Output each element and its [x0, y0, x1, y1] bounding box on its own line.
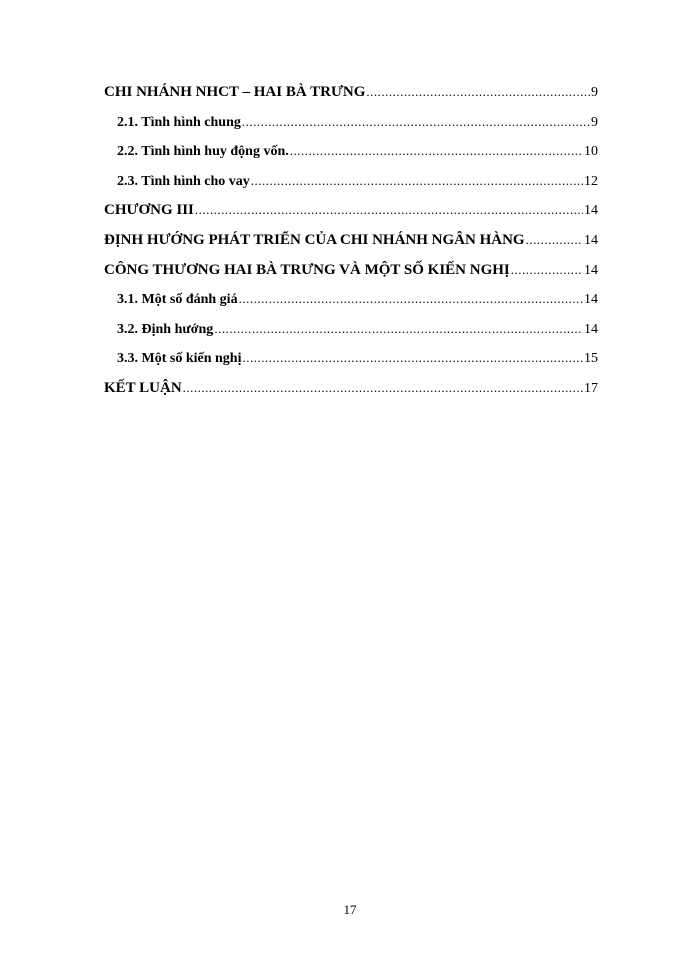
toc-entry-page: 17 — [584, 380, 598, 396]
toc-entry-title: CHƯƠNG III — [104, 202, 194, 219]
toc-entry-2-3[interactable] — [104, 173, 598, 203]
toc-entry-2-2[interactable] — [104, 143, 598, 173]
toc-entry-title: 3.3. Một số kiến nghị — [117, 351, 242, 367]
toc-entry-page: 9 — [591, 85, 598, 100]
toc-entry-page: 9 — [591, 114, 598, 130]
toc-dot-leader — [214, 321, 583, 337]
toc-dot-leader — [511, 262, 583, 278]
toc-entry-page: 12 — [584, 173, 598, 189]
toc-entry-3-1[interactable] — [104, 291, 598, 321]
toc-entry-title: ĐỊNH HƯỚNG PHÁT TRIỂN CỦA CHI NHÁNH NGÂN HÀNG — [104, 231, 525, 248]
toc-entry-title: 3.2. Định hướng — [117, 321, 214, 337]
toc-entry-2-1[interactable] — [104, 114, 598, 144]
toc-entry-chuong-3[interactable] — [104, 202, 598, 232]
toc-entry-title: 2.2. Tình hình huy động vốn. — [117, 144, 289, 160]
toc-entry-page: 14 — [584, 262, 598, 278]
toc-dot-leader — [526, 232, 583, 248]
toc-dot-leader — [366, 84, 590, 100]
toc-entry-3-2[interactable] — [104, 321, 598, 351]
toc-entry-page: 14 — [584, 203, 598, 219]
toc-dot-leader — [242, 350, 583, 366]
toc-entry-3-3[interactable] — [104, 350, 598, 380]
toc-entry-dinh-huong-phat-trien[interactable] — [104, 232, 598, 262]
toc-entry-title: CHI NHÁNH NHCT – HAI BÀ TRƯNG — [104, 84, 366, 100]
toc-entry-page: 14 — [584, 292, 598, 308]
toc-dot-leader — [242, 114, 590, 130]
toc-entry-page: 10 — [584, 144, 598, 160]
toc-entry-chi-nhanh[interactable] — [104, 84, 598, 114]
toc-entry-page: 14 — [584, 321, 598, 337]
toc-entry-cong-thuong[interactable] — [104, 262, 598, 292]
toc-entry-title: KẾT LUẬN — [104, 379, 182, 396]
toc-dot-leader — [251, 173, 583, 189]
toc-dot-leader — [290, 143, 583, 159]
toc-entry-ket-luan[interactable] — [104, 380, 598, 410]
toc-entry-page: 15 — [584, 351, 598, 367]
page-number: 17 — [343, 902, 357, 917]
toc-entry-title: 2.1. Tình hình chung — [117, 114, 241, 130]
toc-entry-title: CÔNG THƯƠNG HAI BÀ TRƯNG VÀ MỘT SỐ KIẾN NGHỊ — [104, 261, 510, 278]
toc-dot-leader — [195, 202, 583, 218]
toc-dot-leader — [183, 380, 583, 396]
toc-entry-page: 14 — [584, 232, 598, 248]
toc-entry-title: 2.3. Tình hình cho vay — [117, 173, 250, 189]
table-of-contents — [104, 84, 598, 410]
toc-dot-leader — [239, 291, 583, 307]
toc-entry-title: 3.1. Một số đánh giá — [117, 292, 238, 308]
